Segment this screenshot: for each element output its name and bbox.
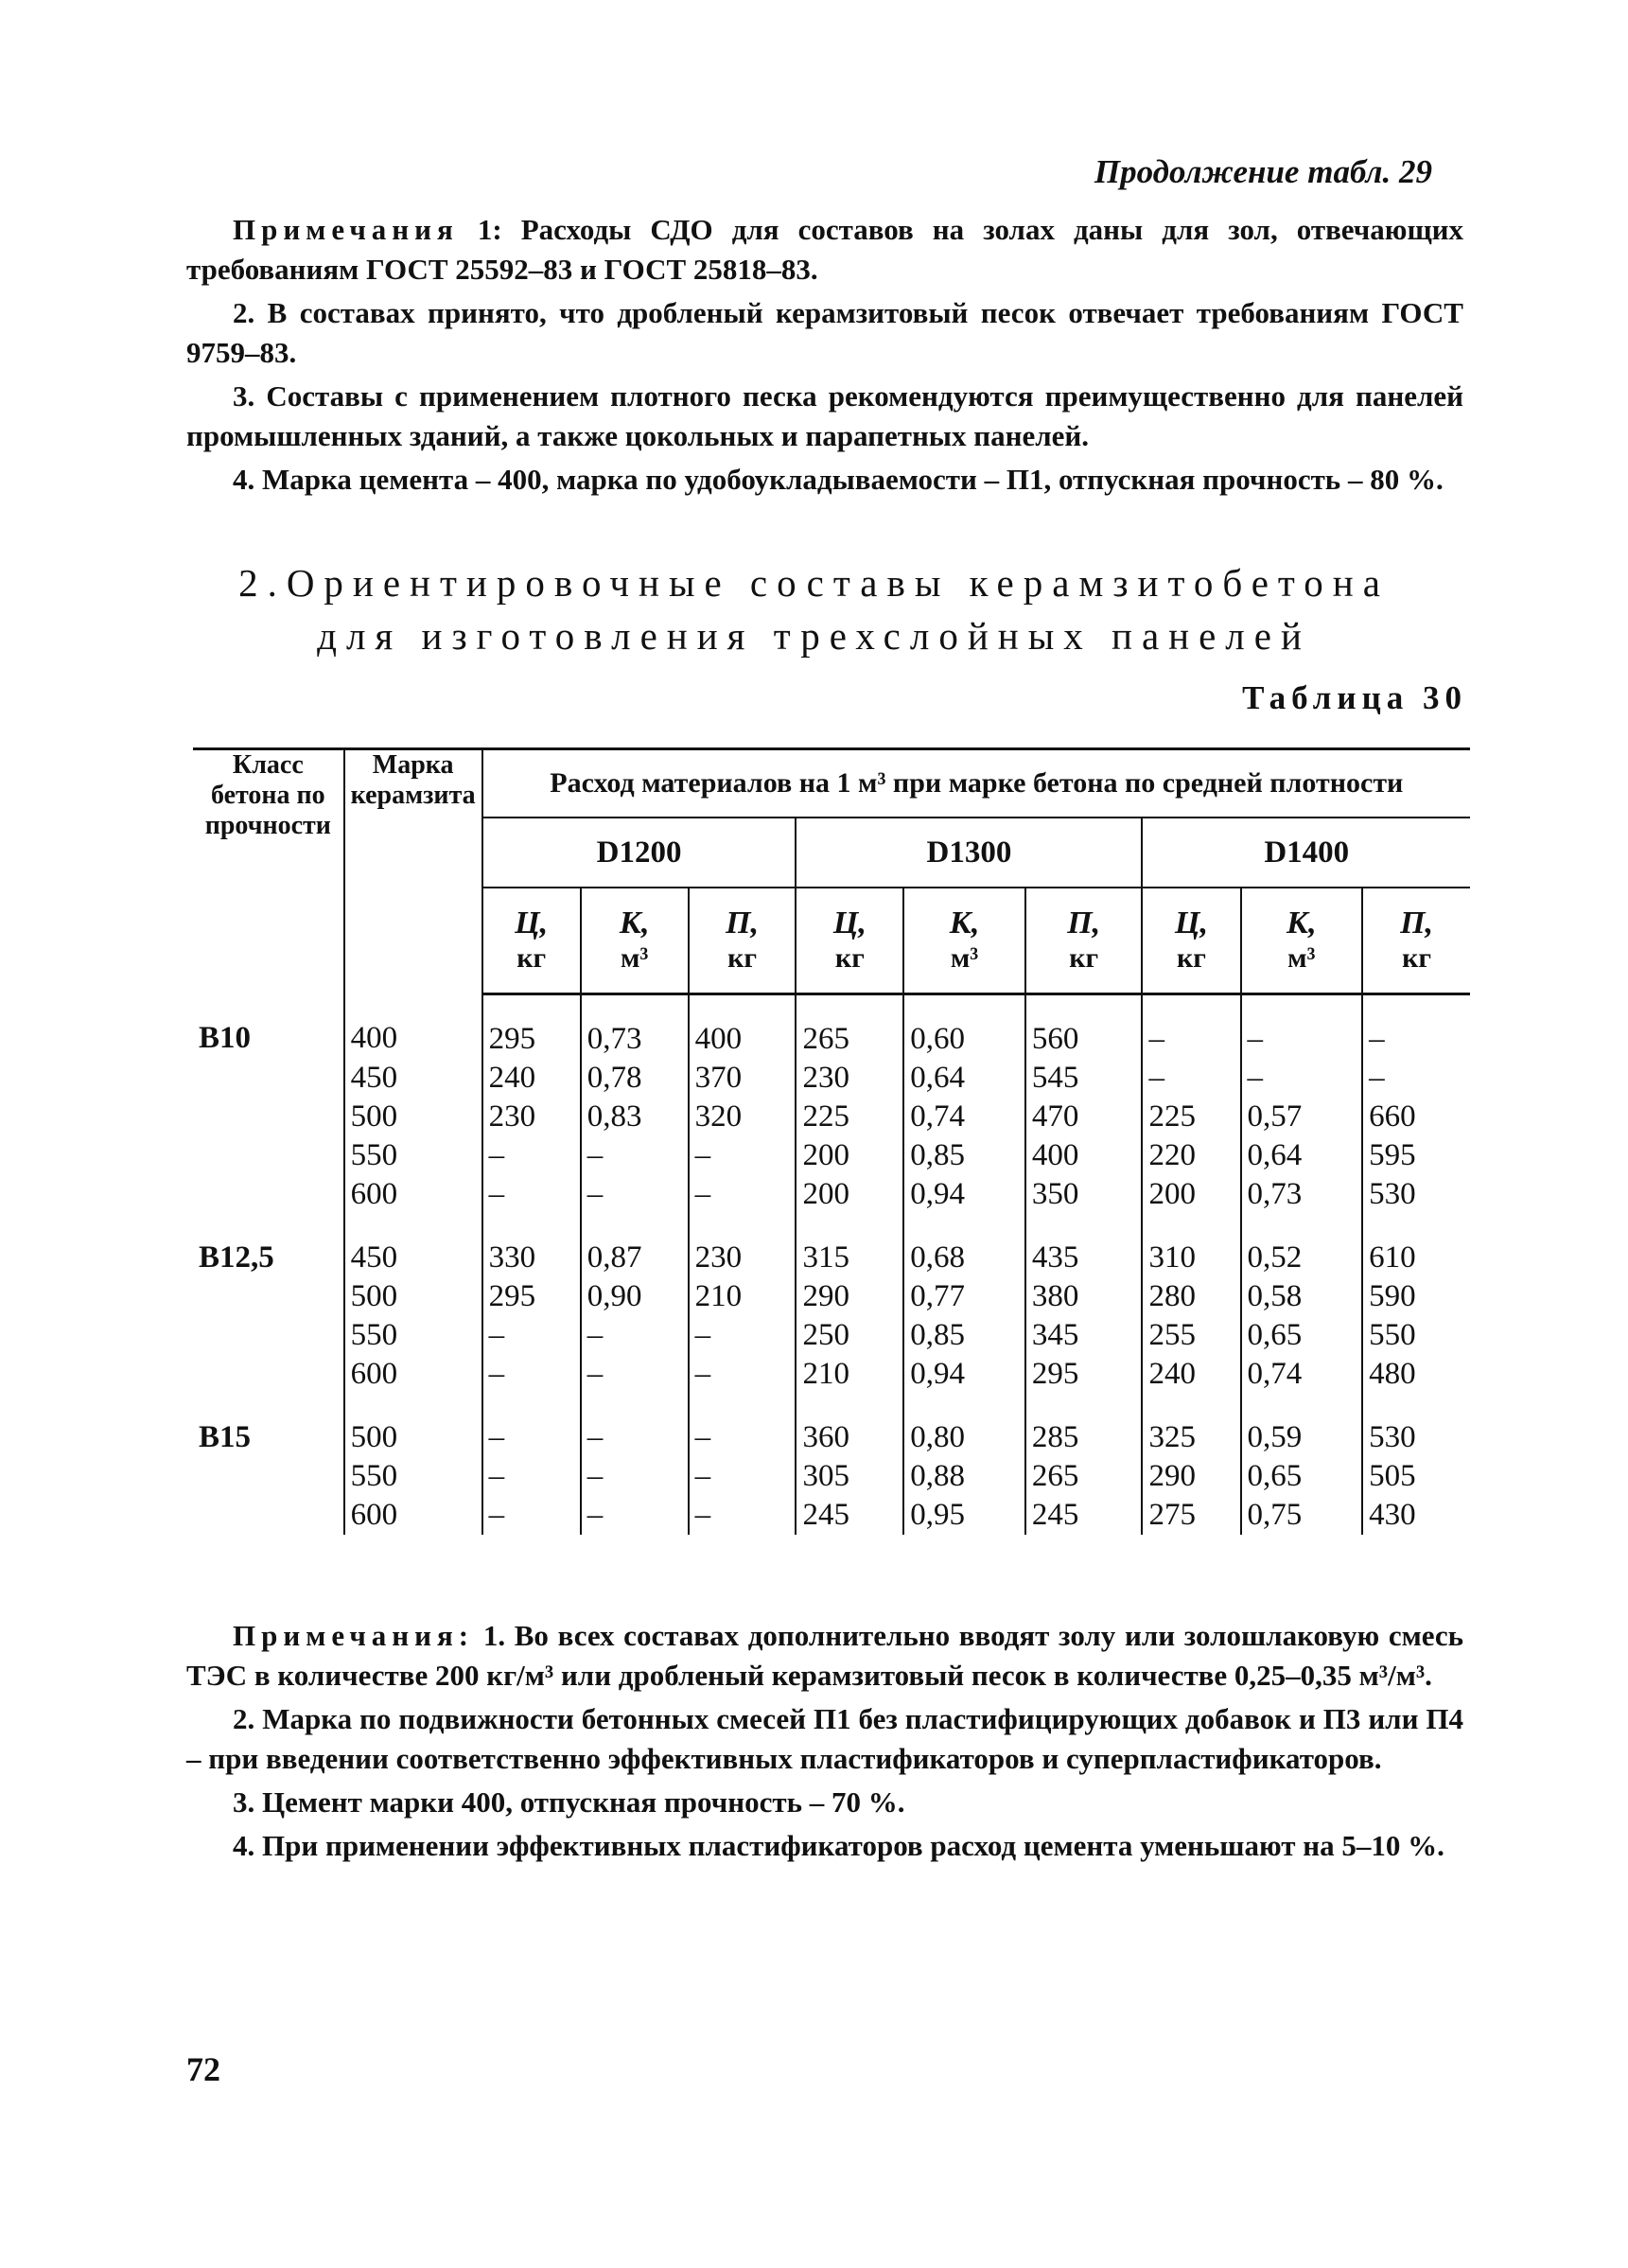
cell-grade: 550 [344, 1457, 482, 1496]
cell-value: – [581, 1355, 689, 1394]
cell-value: – [1241, 994, 1363, 1060]
cell-value: 290 [796, 1277, 903, 1316]
cell-value: – [689, 1457, 796, 1496]
note-top-3: 3. Составы с применением плотного песка рекомендуются преимущественно для панелей промышленных зданий, а также цокольных и парапетных панелей. [186, 379, 1463, 452]
cell-value: – [581, 1457, 689, 1496]
notes-top-label: Примечания [233, 213, 459, 246]
cell-grade: 450 [344, 1059, 482, 1098]
cell-value: 360 [796, 1394, 903, 1457]
cell-class [193, 1175, 344, 1214]
cell-value: 660 [1362, 1098, 1470, 1136]
cell-class [193, 1059, 344, 1098]
cell-class [193, 1277, 344, 1316]
notes-bottom [186, 1616, 1463, 1870]
table-row [193, 1059, 1470, 1098]
note-top-1-text: 1: Расходы СДО для составов на золах даны для зол, отвечающих требованиям ГОСТ 25592–83 и ГОСТ 25818–83. [186, 213, 1464, 286]
cell-value: – [482, 1496, 581, 1535]
cell-value: 595 [1362, 1136, 1470, 1175]
cell-class: В10 [193, 994, 344, 1060]
cell-value: 295 [1025, 1355, 1143, 1394]
cell-class [193, 1316, 344, 1355]
cell-value: 240 [1142, 1355, 1240, 1394]
cell-value: – [482, 1136, 581, 1175]
notes-bottom-label: Примечания: [233, 1619, 475, 1652]
subheader-symbol: К, [949, 905, 980, 941]
table-row [193, 1355, 1470, 1394]
cell-value: 480 [1362, 1355, 1470, 1394]
subheader-cell [1362, 888, 1470, 994]
cell-value: 560 [1025, 994, 1143, 1060]
subheader-unit: м³ [950, 941, 979, 974]
cell-class [193, 1457, 344, 1496]
cell-value: 305 [796, 1457, 903, 1496]
header-class: Класс бетона по прочности [193, 749, 344, 994]
cell-value: 200 [796, 1175, 903, 1214]
subheader-unit: кг [834, 941, 865, 974]
cell-class: В15 [193, 1394, 344, 1457]
cell-value: – [1362, 994, 1470, 1060]
cell-value: 330 [482, 1214, 581, 1277]
header-density-d1400: D1400 [1142, 818, 1470, 888]
header-density-d1300: D1300 [796, 818, 1142, 888]
header-consumption: Расход материалов на 1 м³ при марке бетона по средней плотности [482, 749, 1470, 818]
cell-value: 0,83 [581, 1098, 689, 1136]
cell-grade: 400 [344, 994, 482, 1060]
cell-value: – [1142, 1059, 1240, 1098]
cell-value: – [581, 1496, 689, 1535]
note-bottom-3: 3. Цемент марки 400, отпускная прочность – 70 %. [233, 1785, 905, 1819]
subheader-cell [1025, 888, 1143, 994]
cell-value: 0,68 [903, 1214, 1025, 1277]
cell-value: 370 [689, 1059, 796, 1098]
cell-value: 255 [1142, 1316, 1240, 1355]
cell-value: 530 [1362, 1394, 1470, 1457]
cell-value: 320 [689, 1098, 796, 1136]
subheader-cell [903, 888, 1025, 994]
cell-value: 315 [796, 1214, 903, 1277]
cell-value: – [581, 1394, 689, 1457]
cell-value: 0,73 [581, 994, 689, 1060]
subheader-unit: кг [1177, 941, 1206, 974]
section-heading-line2: для изготовления трехслойных панелей [317, 614, 1311, 658]
cell-value: 245 [796, 1496, 903, 1535]
table-row [193, 1496, 1470, 1535]
cell-value: 245 [1025, 1496, 1143, 1535]
cell-value: – [581, 1136, 689, 1175]
subheader-cell [482, 888, 581, 994]
table-row [193, 1457, 1470, 1496]
note-bottom-2: 2. Марка по подвижности бетонных смесей П1 без пластифицирующих добавок и П3 или П4 – при введении соответственно эффективных пластификаторов и суперпластификаторов. [186, 1702, 1463, 1775]
cell-value: 530 [1362, 1175, 1470, 1214]
cell-value: – [689, 1316, 796, 1355]
subheader-symbol: П, [726, 905, 760, 941]
subheader-symbol: К, [619, 905, 650, 941]
cell-value: 285 [1025, 1394, 1143, 1457]
cell-class [193, 1355, 344, 1394]
note-top-4: 4. Марка цемента – 400, марка по удобоукладываемости – П1, отпускная прочность – 80 %. [233, 463, 1444, 496]
cell-value: 225 [1142, 1098, 1240, 1136]
cell-value: 325 [1142, 1394, 1240, 1457]
cell-grade: 450 [344, 1214, 482, 1277]
subheader-cell [1142, 888, 1240, 994]
subheader-cell [1241, 888, 1363, 994]
cell-value: – [689, 1496, 796, 1535]
note-bottom-1-text: 1. Во всех составах дополнительно вводят золу или золошлаковую смесь ТЭС в количестве 200 кг/м³ или дробленый керамзитовый песок в количестве 0,25–0,35 м³/м³. [186, 1619, 1463, 1692]
table-row [193, 1394, 1470, 1457]
section-heading [0, 556, 1628, 662]
subheader-unit: кг [727, 941, 758, 974]
cell-grade: 500 [344, 1394, 482, 1457]
cell-value: 545 [1025, 1059, 1143, 1098]
concrete-composition-table [193, 747, 1470, 1535]
cell-value: – [689, 1136, 796, 1175]
cell-class [193, 1136, 344, 1175]
cell-value: 0,73 [1241, 1175, 1363, 1214]
cell-value: 0,65 [1241, 1457, 1363, 1496]
cell-class [193, 1098, 344, 1136]
subheader-symbol: К, [1287, 905, 1317, 941]
cell-value: 240 [482, 1059, 581, 1098]
cell-value: – [581, 1175, 689, 1214]
table-row [193, 1175, 1470, 1214]
cell-value: 210 [689, 1277, 796, 1316]
cell-value: – [689, 1175, 796, 1214]
cell-value: 295 [482, 994, 581, 1060]
cell-value: 0,64 [1241, 1136, 1363, 1175]
cell-value: 250 [796, 1316, 903, 1355]
notes-top [186, 210, 1463, 503]
cell-value: 0,59 [1241, 1394, 1363, 1457]
cell-grade: 500 [344, 1098, 482, 1136]
cell-value: 400 [689, 994, 796, 1060]
cell-value: – [1362, 1059, 1470, 1098]
cell-value: – [581, 1316, 689, 1355]
cell-grade: 500 [344, 1277, 482, 1316]
cell-value: 610 [1362, 1214, 1470, 1277]
subheader-cell [689, 888, 796, 994]
page-number: 72 [186, 2050, 220, 2088]
subheader-symbol: Ц, [1175, 905, 1208, 941]
cell-value: 0,58 [1241, 1277, 1363, 1316]
cell-value: 230 [689, 1214, 796, 1277]
cell-value: 0,65 [1241, 1316, 1363, 1355]
cell-value: – [689, 1355, 796, 1394]
cell-value: 0,94 [903, 1355, 1025, 1394]
table-row [193, 1098, 1470, 1136]
cell-value: 0,77 [903, 1277, 1025, 1316]
cell-value: 0,88 [903, 1457, 1025, 1496]
table-row [193, 1214, 1470, 1277]
cell-value: 200 [796, 1136, 903, 1175]
header-grade: Марка керамзита [344, 749, 482, 994]
table-row [193, 1316, 1470, 1355]
cell-value: 350 [1025, 1175, 1143, 1214]
cell-value: 0,87 [581, 1214, 689, 1277]
cell-value: – [1241, 1059, 1363, 1098]
cell-value: 225 [796, 1098, 903, 1136]
cell-value: 0,80 [903, 1394, 1025, 1457]
cell-class: В12,5 [193, 1214, 344, 1277]
table-continuation-label: Продолжение табл. 29 [1094, 153, 1432, 190]
section-heading-line1: 2.Ориентировочные составы керамзитобетона [238, 561, 1390, 605]
subheader-symbol: П, [1067, 905, 1101, 941]
cell-value: 0,75 [1241, 1496, 1363, 1535]
cell-value: 505 [1362, 1457, 1470, 1496]
cell-value: 345 [1025, 1316, 1143, 1355]
cell-value: 310 [1142, 1214, 1240, 1277]
cell-value: 0,85 [903, 1316, 1025, 1355]
cell-value: 0,95 [903, 1496, 1025, 1535]
header-density-d1200: D1200 [482, 818, 796, 888]
cell-grade: 550 [344, 1316, 482, 1355]
cell-value: 200 [1142, 1175, 1240, 1214]
subheader-cell [581, 888, 689, 994]
note-bottom-4: 4. При применении эффективных пластификаторов расход цемента уменьшают на 5–10 %. [233, 1829, 1444, 1862]
cell-grade: 600 [344, 1175, 482, 1214]
table-label: Таблица 30 [1242, 679, 1467, 716]
subheader-symbol: Ц, [832, 905, 867, 941]
cell-value: 290 [1142, 1457, 1240, 1496]
subheader-unit: кг [1402, 941, 1432, 974]
cell-value: 435 [1025, 1214, 1143, 1277]
cell-value: 0,90 [581, 1277, 689, 1316]
subheader-symbol: П, [1400, 905, 1434, 941]
cell-value: 265 [1025, 1457, 1143, 1496]
note-bottom-1 [186, 1616, 1463, 1696]
cell-grade: 550 [344, 1136, 482, 1175]
cell-value: – [482, 1394, 581, 1457]
cell-value: 230 [482, 1098, 581, 1136]
cell-value: – [482, 1457, 581, 1496]
cell-value: 295 [482, 1277, 581, 1316]
cell-value: 0,85 [903, 1136, 1025, 1175]
cell-value: 0,74 [1241, 1355, 1363, 1394]
cell-value: 380 [1025, 1277, 1143, 1316]
table-row [193, 1136, 1470, 1175]
cell-class [193, 1496, 344, 1535]
cell-value: 220 [1142, 1136, 1240, 1175]
cell-value: – [482, 1175, 581, 1214]
cell-value: 280 [1142, 1277, 1240, 1316]
cell-value: 400 [1025, 1136, 1143, 1175]
subheader-cell [796, 888, 903, 994]
table-body [193, 994, 1470, 1536]
cell-value: 265 [796, 994, 903, 1060]
cell-value: 590 [1362, 1277, 1470, 1316]
subheader-unit: м³ [620, 941, 649, 974]
cell-grade: 600 [344, 1496, 482, 1535]
cell-value: 0,52 [1241, 1214, 1363, 1277]
table-row [193, 994, 1470, 1060]
subheader-unit: кг [516, 941, 547, 974]
cell-value: 0,74 [903, 1098, 1025, 1136]
cell-value: – [482, 1316, 581, 1355]
note-top-2: 2. В составах принято, что дробленый керамзитовый песок отвечает требованиям ГОСТ 9759–83. [186, 296, 1463, 369]
cell-value: 550 [1362, 1316, 1470, 1355]
cell-value: – [689, 1394, 796, 1457]
cell-value: – [1142, 994, 1240, 1060]
cell-grade: 600 [344, 1355, 482, 1394]
subheader-symbol: Ц, [515, 905, 549, 941]
subheader-unit: м³ [1287, 941, 1316, 974]
subheader-unit: кг [1069, 941, 1099, 974]
cell-value: – [482, 1355, 581, 1394]
cell-value: 0,57 [1241, 1098, 1363, 1136]
cell-value: 275 [1142, 1496, 1240, 1535]
cell-value: 0,94 [903, 1175, 1025, 1214]
cell-value: 0,78 [581, 1059, 689, 1098]
note-top-1 [186, 210, 1463, 290]
cell-value: 430 [1362, 1496, 1470, 1535]
cell-value: 470 [1025, 1098, 1143, 1136]
table-row [193, 1277, 1470, 1316]
cell-value: 0,64 [903, 1059, 1025, 1098]
cell-value: 210 [796, 1355, 903, 1394]
cell-value: 0,60 [903, 994, 1025, 1060]
cell-value: 230 [796, 1059, 903, 1098]
